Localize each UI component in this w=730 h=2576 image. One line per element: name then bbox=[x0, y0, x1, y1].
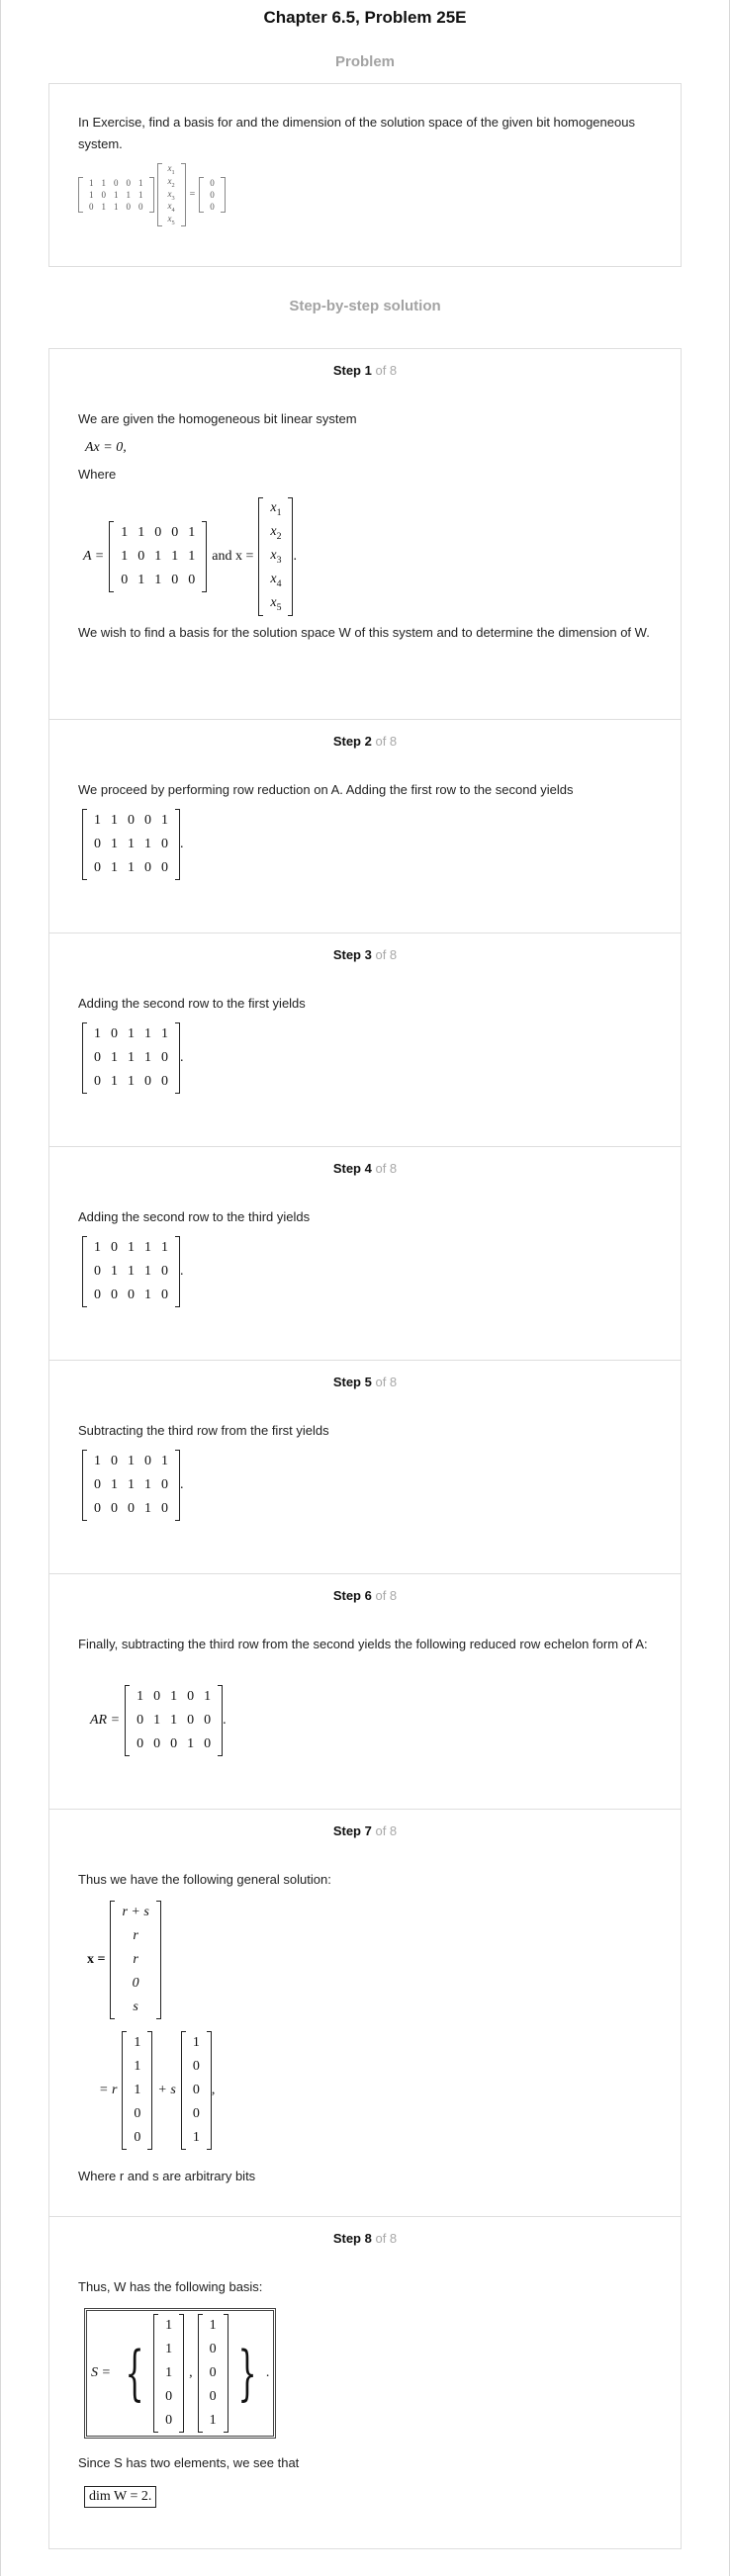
matrix-cell: 1 bbox=[94, 1240, 101, 1255]
matrix-cell: 0 bbox=[161, 1050, 168, 1065]
matrix-cell: 1 bbox=[154, 549, 162, 564]
step-8-basis-box: S = { 1 1 1 0 0 , 1 0 0 0 1 } . bbox=[84, 2308, 276, 2439]
matrix-cell: 0 bbox=[137, 1713, 144, 1728]
step-6-text: Finally, subtracting the third row from the second yields the following reduced row echelon form of A: bbox=[78, 1637, 648, 1651]
problem-heading: Problem bbox=[334, 53, 395, 70]
matrix-cell: 1 bbox=[126, 189, 131, 200]
matrix-cell: 0 bbox=[89, 201, 94, 212]
matrix-cell: 0 bbox=[192, 2083, 200, 2097]
step-8-vector-1 bbox=[153, 2314, 184, 2433]
matrix-cell: 1 bbox=[94, 813, 101, 828]
matrix-cell: 1 bbox=[137, 573, 145, 587]
matrix-cell: 0 bbox=[128, 813, 135, 828]
matrix-cell: 1 bbox=[101, 201, 106, 212]
step-5-matrix bbox=[82, 1450, 180, 1521]
problem-matrix bbox=[78, 177, 154, 213]
problem-rhs-vector bbox=[199, 177, 226, 213]
step-8-dimension bbox=[84, 2486, 156, 2508]
matrix-cell: 0 bbox=[165, 2389, 173, 2404]
matrix-cell: 1 bbox=[153, 1713, 161, 1728]
matrix-cell: 1 bbox=[134, 2059, 141, 2074]
matrix-cell: 0 bbox=[128, 1501, 135, 1516]
matrix-cell: 0 bbox=[154, 525, 162, 540]
matrix-cell: 1 bbox=[188, 525, 196, 540]
step-7-x-vector bbox=[110, 1901, 160, 2019]
matrix-cell: 0 bbox=[210, 189, 215, 200]
matrix-cell: 1 bbox=[144, 1026, 151, 1041]
step-1-equation: Ax = 0, bbox=[85, 440, 127, 455]
step-5 bbox=[49, 1360, 681, 1573]
step-1-definitions: A = 1 1 0 0 1 1 0 1 1 1 0 1 1 0 0 and x = $x_1$ $x_2$ $x_3$ $x_4$ $x_5$ . bbox=[78, 497, 297, 616]
matrix-cell: 0 bbox=[210, 201, 215, 212]
matrix-cell: 0 bbox=[111, 1026, 118, 1041]
matrix-cell: 1 bbox=[161, 1454, 168, 1468]
step-7-vector-2 bbox=[181, 2031, 212, 2150]
step-2-matrix bbox=[82, 809, 180, 880]
matrix-cell: 1 bbox=[128, 1050, 135, 1065]
matrix-cell: 1 bbox=[128, 837, 135, 851]
matrix-cell: 0 bbox=[165, 2413, 173, 2428]
matrix-cell: 1 bbox=[128, 1074, 135, 1089]
matrix-cell: 1 bbox=[161, 1240, 168, 1255]
matrix-cell: 0 bbox=[144, 860, 151, 875]
matrix-cell: 1 bbox=[204, 1689, 212, 1704]
step-2-matrix-row: 1 1 0 0 1 0 1 1 1 0 0 1 1 0 0 . bbox=[82, 809, 184, 880]
matrix-cell: 1 bbox=[111, 837, 118, 851]
matrix-cell: 0 bbox=[111, 1240, 118, 1255]
matrix-cell: 0 bbox=[94, 1264, 101, 1279]
problem-panel bbox=[48, 83, 682, 267]
matrix-cell: 0 bbox=[209, 2365, 217, 2380]
step-2-header: Step 2 of 8 bbox=[332, 734, 398, 749]
step-1-text: We are given the homogeneous bit linear system bbox=[78, 411, 357, 426]
matrix-cell: $x_5$ bbox=[270, 595, 282, 613]
matrix-cell: 0 bbox=[128, 1288, 135, 1302]
matrix-cell: 1 bbox=[114, 201, 119, 212]
matrix-cell: 0 bbox=[134, 2130, 141, 2145]
matrix-cell: 0 bbox=[161, 837, 168, 851]
matrix-cell: $x_3$ bbox=[167, 188, 175, 202]
step-8-dimension-box: dim W = 2. bbox=[84, 2486, 156, 2508]
step-3 bbox=[49, 933, 681, 1146]
step-1 bbox=[49, 349, 681, 719]
step-5-matrix-row: 1 0 1 0 1 0 1 1 1 0 0 0 0 1 0 . bbox=[82, 1450, 184, 1521]
matrix-cell: 1 bbox=[144, 1240, 151, 1255]
matrix-cell: 0 bbox=[161, 860, 168, 875]
matrix-cell: 0 bbox=[94, 837, 101, 851]
matrix-cell: 1 bbox=[121, 549, 129, 564]
matrix-cell: 1 bbox=[192, 2130, 200, 2145]
matrix-cell: $x_3$ bbox=[270, 548, 282, 566]
matrix-cell: 1 bbox=[128, 1264, 135, 1279]
step-3-matrix bbox=[82, 1022, 180, 1094]
matrix-cell: 0 bbox=[134, 2106, 141, 2121]
matrix-cell: 0 bbox=[111, 1501, 118, 1516]
matrix-cell: 0 bbox=[161, 1074, 168, 1089]
solution-heading: Step-by-step solution bbox=[289, 298, 441, 314]
matrix-cell: 1 bbox=[161, 1026, 168, 1041]
matrix-cell: 1 bbox=[187, 1736, 195, 1751]
matrix-cell: 1 bbox=[144, 1501, 151, 1516]
matrix-cell: 1 bbox=[192, 2035, 200, 2050]
step-4 bbox=[49, 1146, 681, 1360]
step-7-vector-1 bbox=[122, 2031, 152, 2150]
matrix-cell: 0 bbox=[111, 1288, 118, 1302]
matrix-cell: $x_4$ bbox=[270, 572, 282, 589]
matrix-cell: 0 bbox=[94, 1050, 101, 1065]
matrix-cell: 1 bbox=[138, 177, 143, 188]
problem-equals: = bbox=[189, 189, 196, 201]
matrix-cell: 0 bbox=[153, 1689, 161, 1704]
matrix-cell: 0 bbox=[171, 525, 179, 540]
matrix-cell: 0 bbox=[126, 177, 131, 188]
matrix-cell: 1 bbox=[165, 2342, 173, 2356]
matrix-cell: 1 bbox=[111, 1050, 118, 1065]
step-7-text: Thus we have the following general solution: bbox=[78, 1872, 331, 1887]
matrix-cell: 0 bbox=[94, 1477, 101, 1492]
matrix-cell: 1 bbox=[94, 1026, 101, 1041]
matrix-cell: 1 bbox=[154, 573, 162, 587]
matrix-cell: 0 bbox=[144, 1454, 151, 1468]
step-8-text: Thus, W has the following basis: bbox=[78, 2279, 263, 2294]
matrix-cell: $x_5$ bbox=[167, 214, 175, 226]
step-7-header: Step 7 of 8 bbox=[332, 1823, 398, 1838]
matrix-cell: 1 bbox=[144, 1477, 151, 1492]
step-7 bbox=[49, 1809, 681, 2216]
matrix-cell: 0 bbox=[94, 1288, 101, 1302]
step-4-text: Adding the second row to the third yields bbox=[78, 1209, 311, 1224]
step-8-note: Since S has two elements, we see that bbox=[78, 2455, 300, 2470]
matrix-cell: r bbox=[133, 1952, 138, 1967]
matrix-cell: $x_4$ bbox=[167, 201, 175, 215]
matrix-cell: 0 bbox=[137, 549, 145, 564]
step-1-where: Where bbox=[78, 467, 117, 482]
step-7-general-solution: x = r + s r r 0 s bbox=[82, 1901, 161, 2019]
matrix-cell: 1 bbox=[101, 177, 106, 188]
matrix-cell: 0 bbox=[94, 860, 101, 875]
matrix-cell: $x_1$ bbox=[270, 500, 282, 518]
matrix-cell: 0 bbox=[210, 177, 215, 188]
matrix-cell: 1 bbox=[111, 1477, 118, 1492]
problem-system-image bbox=[78, 163, 226, 226]
matrix-cell: 1 bbox=[134, 2035, 141, 2050]
matrix-cell: 1 bbox=[165, 2365, 173, 2380]
step-6-matrix-row: AR = 1 0 1 0 1 0 1 1 0 0 0 0 0 1 0 . bbox=[85, 1685, 227, 1756]
matrix-cell: 0 bbox=[111, 1454, 118, 1468]
matrix-cell: 0 bbox=[114, 177, 119, 188]
matrix-cell: 0 bbox=[192, 2106, 200, 2121]
matrix-cell: 1 bbox=[114, 189, 119, 200]
matrix-cell: 0 bbox=[132, 1976, 139, 1991]
step-6-header: Step 6 of 8 bbox=[332, 1588, 398, 1603]
matrix-cell: 1 bbox=[128, 1454, 135, 1468]
step-2-text: We proceed by performing row reduction on A. Adding the first row to the second yields bbox=[78, 782, 574, 797]
step-3-matrix-row: 1 0 1 1 1 0 1 1 1 0 0 1 1 0 0 . bbox=[82, 1022, 184, 1094]
matrix-cell: 1 bbox=[144, 1288, 151, 1302]
matrix-cell: 0 bbox=[94, 1501, 101, 1516]
matrix-cell: 0 bbox=[187, 1713, 195, 1728]
matrix-cell: 0 bbox=[188, 573, 196, 587]
matrix-cell: 1 bbox=[128, 1477, 135, 1492]
solution-panel bbox=[48, 348, 682, 2549]
matrix-cell: 1 bbox=[171, 549, 179, 564]
matrix-cell: r bbox=[133, 1928, 138, 1943]
matrix-cell: 1 bbox=[170, 1689, 178, 1704]
matrix-cell: $x_2$ bbox=[167, 175, 175, 189]
step-8-basis bbox=[84, 2308, 276, 2439]
step-7-decomposition: = r 1 1 1 0 0 + s 1 0 0 0 1 , bbox=[94, 2031, 215, 2150]
step-5-text: Subtracting the third row from the first yields bbox=[78, 1423, 329, 1438]
matrix-cell: 1 bbox=[111, 813, 118, 828]
matrix-cell: 1 bbox=[209, 2413, 217, 2428]
step-3-text: Adding the second row to the first yields bbox=[78, 996, 306, 1011]
step-3-header: Step 3 of 8 bbox=[332, 947, 398, 962]
matrix-cell: 1 bbox=[111, 860, 118, 875]
matrix-cell: s bbox=[133, 1999, 138, 2014]
matrix-cell: 0 bbox=[94, 1074, 101, 1089]
matrix-cell: 0 bbox=[171, 573, 179, 587]
matrix-cell: 1 bbox=[94, 1454, 101, 1468]
step-4-header: Step 4 of 8 bbox=[332, 1161, 398, 1176]
step-4-matrix bbox=[82, 1236, 180, 1307]
matrix-cell: 0 bbox=[126, 201, 131, 212]
matrix-cell: 1 bbox=[144, 837, 151, 851]
matrix-cell: 1 bbox=[121, 525, 129, 540]
page-title: Chapter 6.5, Problem 25E bbox=[263, 8, 467, 27]
matrix-cell: 1 bbox=[128, 1240, 135, 1255]
matrix-cell: 1 bbox=[188, 549, 196, 564]
matrix-cell: 1 bbox=[137, 1689, 144, 1704]
matrix-cell: 0 bbox=[187, 1689, 195, 1704]
matrix-cell: 1 bbox=[89, 177, 94, 188]
step-2 bbox=[49, 719, 681, 933]
step-5-header: Step 5 of 8 bbox=[332, 1375, 398, 1389]
step-1-x-vector bbox=[258, 497, 293, 616]
matrix-cell: 0 bbox=[144, 813, 151, 828]
matrix-cell: 0 bbox=[204, 1713, 212, 1728]
step-6 bbox=[49, 1573, 681, 1809]
matrix-cell: 1 bbox=[111, 1074, 118, 1089]
matrix-cell: $x_2$ bbox=[270, 524, 282, 542]
step-7-note: Where r and s are arbitrary bits bbox=[78, 2169, 256, 2183]
matrix-cell: 0 bbox=[192, 2059, 200, 2074]
matrix-cell: 1 bbox=[137, 525, 145, 540]
matrix-cell: 1 bbox=[89, 189, 94, 200]
step-8 bbox=[49, 2216, 681, 2550]
step-8-header: Step 8 of 8 bbox=[332, 2231, 398, 2246]
matrix-cell: 0 bbox=[161, 1477, 168, 1492]
matrix-cell: 0 bbox=[170, 1736, 178, 1751]
matrix-cell: 1 bbox=[128, 1026, 135, 1041]
matrix-cell: 0 bbox=[121, 573, 129, 587]
matrix-cell: 1 bbox=[111, 1264, 118, 1279]
matrix-cell: 1 bbox=[144, 1050, 151, 1065]
step-1-conclusion: We wish to find a basis for the solution space W of this system and to determine the dimension of W. bbox=[78, 625, 650, 640]
step-8-vector-2 bbox=[198, 2314, 228, 2433]
matrix-cell: 0 bbox=[137, 1736, 144, 1751]
matrix-cell: 1 bbox=[170, 1713, 178, 1728]
matrix-cell: 1 bbox=[128, 860, 135, 875]
matrix-cell: 0 bbox=[138, 201, 143, 212]
matrix-cell: r + s bbox=[122, 1905, 149, 1919]
matrix-cell: 1 bbox=[209, 2318, 217, 2333]
matrix-cell: 0 bbox=[144, 1074, 151, 1089]
matrix-cell: 1 bbox=[165, 2318, 173, 2333]
matrix-cell: $x_1$ bbox=[167, 163, 175, 176]
problem-text: In Exercise, find a basis for and the dimension of the solution space of the given bit homogeneous system. bbox=[78, 115, 635, 151]
matrix-cell: 0 bbox=[161, 1264, 168, 1279]
step-1-header: Step 1 of 8 bbox=[332, 363, 398, 378]
matrix-cell: 0 bbox=[153, 1736, 161, 1751]
matrix-cell: 1 bbox=[161, 813, 168, 828]
step-6-matrix bbox=[125, 1685, 223, 1756]
matrix-cell: 0 bbox=[161, 1501, 168, 1516]
matrix-cell: 0 bbox=[101, 189, 106, 200]
matrix-cell: 0 bbox=[209, 2342, 217, 2356]
matrix-cell: 0 bbox=[209, 2389, 217, 2404]
matrix-cell: 0 bbox=[204, 1736, 212, 1751]
step-1-matrix-A bbox=[109, 521, 207, 592]
matrix-cell: 1 bbox=[144, 1264, 151, 1279]
matrix-cell: 1 bbox=[134, 2083, 141, 2097]
matrix-cell: 0 bbox=[161, 1288, 168, 1302]
problem-var-vector bbox=[157, 163, 186, 226]
step-4-matrix-row: 1 0 1 1 1 0 1 1 1 0 0 0 0 1 0 . bbox=[82, 1236, 184, 1307]
matrix-cell: 1 bbox=[138, 189, 143, 200]
